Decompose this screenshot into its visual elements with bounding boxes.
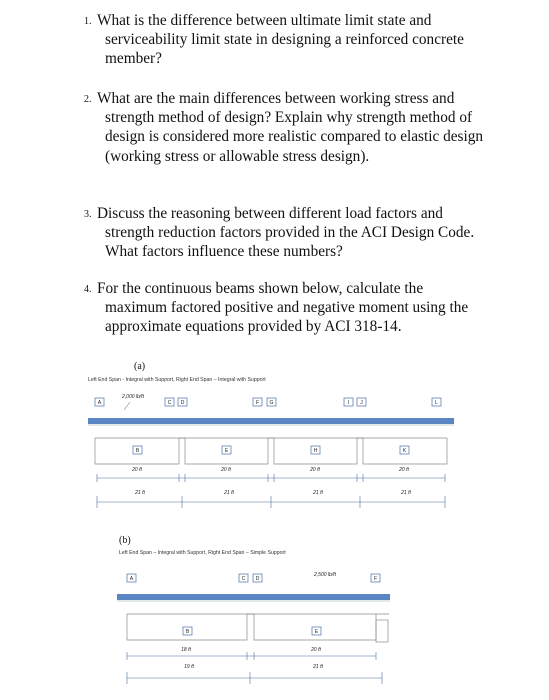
- question-number: 4.: [84, 284, 92, 295]
- node-label: B: [185, 629, 190, 635]
- center-span-label: 21 ft: [313, 490, 323, 496]
- question-number: 3.: [84, 209, 92, 220]
- node-label: E: [224, 448, 229, 454]
- question-number: 2.: [84, 94, 92, 105]
- center-span-label: 19 ft: [184, 664, 194, 670]
- load-leader: [124, 402, 130, 410]
- node-label: I: [347, 400, 350, 406]
- figure-b-label: (b): [119, 535, 131, 546]
- node-label: D: [255, 576, 260, 582]
- node-label: C: [241, 576, 246, 582]
- question-text: Discuss the reasoning between different load factors and strength reduction factors provided in the ACI Design Code. What factors influence these numbers?: [97, 205, 475, 261]
- center-span-label: 21 ft: [401, 490, 411, 496]
- question-text: What is the difference between ultimate limit state and serviceability limit state in designing a reinforced concrete member?: [97, 12, 464, 68]
- clear-span-label: 20 ft: [310, 467, 320, 473]
- node-label: A: [129, 576, 134, 582]
- node-label: F: [373, 576, 378, 582]
- question-text: What are the main differences between working stress and strength method of design? Explain why strength method of design is considered more realistic compared to elastic design (working stress or allowable stress design).: [97, 90, 484, 165]
- figure-b: [117, 572, 390, 684]
- node-label: A: [97, 400, 102, 406]
- clear-span-label: 18 ft: [181, 647, 191, 653]
- support-outline-b: [127, 614, 389, 642]
- figure-a-caption: Left End Span - Integral with Support, Right End Span – Integral with Support: [88, 377, 266, 383]
- beam-a: [88, 418, 454, 424]
- clear-span-label: 20 ft: [132, 467, 142, 473]
- center-span-label: 21 ft: [135, 490, 145, 496]
- node-label: G: [269, 400, 274, 406]
- center-span-label: 21 ft: [313, 664, 323, 670]
- node-label: C: [167, 400, 172, 406]
- node-label: F: [255, 400, 260, 406]
- figure-a: [88, 394, 454, 508]
- clear-span-label: 20 ft: [399, 467, 409, 473]
- figure-a-label: (a): [134, 361, 146, 372]
- question-text: For the continuous beams shown below, calculate the maximum factored positive and negative moment using the approximate equations provided by ACI 318-14.: [97, 280, 469, 336]
- node-label: H: [313, 448, 318, 454]
- distributed-load: 2,500 lb/ft: [314, 572, 336, 578]
- beam-b: [117, 594, 390, 600]
- node-label: B: [135, 448, 140, 454]
- distributed-load: 2,000 lb/ft: [122, 394, 144, 400]
- node-label: J: [360, 400, 363, 406]
- node-label: E: [314, 629, 319, 635]
- node-label: L: [435, 400, 438, 406]
- clear-span-label: 20 ft: [221, 467, 231, 473]
- clear-span-label: 20 ft: [311, 647, 321, 653]
- node-label: D: [180, 400, 185, 406]
- question-number: 1.: [84, 16, 92, 27]
- node-label: K: [402, 448, 407, 454]
- support-outline-a: [95, 438, 447, 464]
- center-span-label: 21 ft: [224, 490, 234, 496]
- figure-b-caption: Left End Span – Integral with Support, Right End Span – Simple Support: [119, 550, 286, 556]
